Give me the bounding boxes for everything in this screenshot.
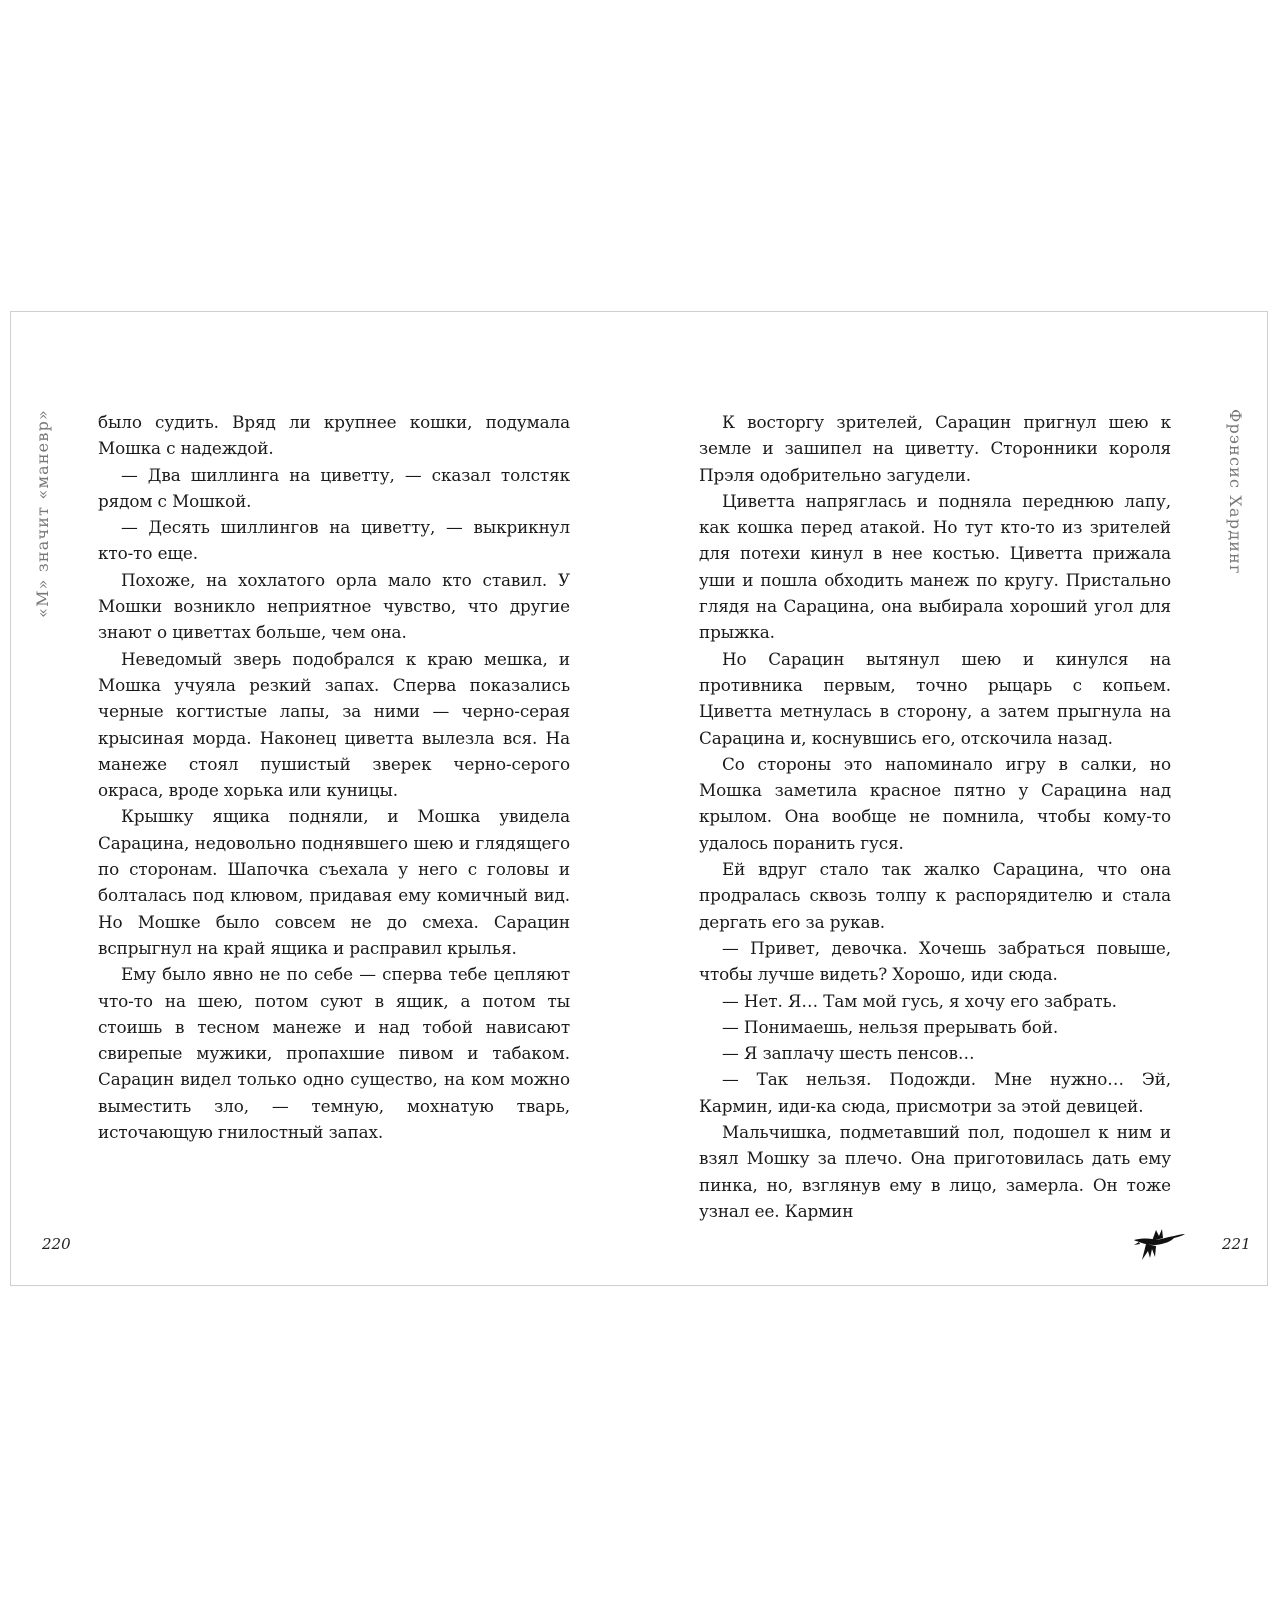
left-page [11,312,640,1285]
paragraph: Ему было явно не по себе — сперва тебе цепляют что-то на шею, потом суют в ящик, а потом ты стоишь в тесном манеже и над тобой нависают свирепые мужики, пропахшие пивом и табаком. Сарацин видел только одно существо, на ком можно выместить зло, — темную, мохнатую тварь, источающую гнилостный запах. [98,964,570,1143]
paragraph: Похоже, на хохлатого орла мало кто ставил. У Мошки возникло неприятное чувство, что другие знают о циветтах больше, чем она. [98,569,570,643]
paragraph: Крышку ящика подняли, и Мошка увидела Сарацина, недовольно поднявшего шею и глядящего по сторонам. Шапочка съехала у него с головы и болталась под клювом, придавая ему комичный вид. Но Мошке было совсем не до смеха. Сарацин вспрыгнул на край ящика и расправил крылья. [98,806,570,958]
page-number-right: 221 [1222,1235,1251,1253]
running-head-right: Фрэнсис Хардинг [1226,409,1245,575]
paragraph: Циветта напряглась и подняла переднюю лапу, как кошка перед атакой. Но тут кто-то из зрителей для потехи кинул в нее костью. Циветта прижала уши и пошла обходить манеж по кругу. Пристально глядя на Сарацина, она выбирала хороший угол для прыжка. [699,490,1171,643]
right-page-text [699,409,1171,1224]
running-head-left: «М» значит «маневр» [33,409,52,618]
paragraph: — Десять шиллингов на циветту, — выкрикнул кто-то еще. [98,517,570,564]
paragraph: было судить. Вряд ли крупнее кошки, подумала Мошка с надеждой. [98,412,570,459]
paragraph: Ей вдруг стало так жалко Сарацина, что она продралась сквозь толпу к распорядителю и стала дергать его за рукав. [699,859,1171,932]
paragraph: К восторгу зрителей, Сарацин пригнул шею к земле и зашипел на циветту. Сторонники короля Прэля одобрительно загудели. [699,412,1171,485]
paragraph: — Я заплачу шесть пенсов… [722,1043,975,1064]
paragraph: Но Сарацин вытянул шею и кинулся на противника первым, точно рыцарь с копьем. Циветта метнулась в сторону, а затем прыгнула на Сарацина и, коснувшись его, отскочила назад. [699,648,1171,748]
paragraph: — Нет. Я… Там мой гусь, я хочу его забрать. [722,990,1117,1011]
book-spread [10,311,1268,1286]
paragraph: — Два шиллинга на циветту, — сказал толстяк рядом с Мошкой. [98,464,570,511]
paragraph: — Понимаешь, нельзя прерывать бой. [722,1016,1059,1037]
right-page [640,312,1269,1285]
paragraph: — Так нельзя. Подожди. Мне нужно… Эй, Кармин, иди-ка сюда, присмотри за этой девицей. [699,1069,1171,1116]
paragraph: Со стороны это напоминало игру в салки, но Мошка заметила красное пятно у Сарацина над крылом. Она вообще не помнила, чтобы кому-то удалось поранить гуся. [699,753,1171,853]
left-page-text [98,409,570,1145]
goose-icon [1132,1227,1186,1261]
paragraph: — Привет, девочка. Хочешь забраться повыше, чтобы лучше видеть? Хорошо, иди сюда. [699,937,1171,985]
paragraph: Мальчишка, подметавший пол, подошел к ним и взял Мошку за плечо. Она приготовилась дать ему пинка, но, взглянув ему в лицо, замерла. Он тоже узнал ее. Кармин [699,1122,1171,1221]
page-number-left: 220 [42,1235,71,1253]
paragraph: Неведомый зверь подобрался к краю мешка, и Мошка учуяла резкий запах. Сперва показались черные когтистые лапы, за ними — черно-серая крысиная морда. Наконец циветта вылезла вся. На манеже стоял пушистый зверек черно-серого окраса, вроде хорька или куницы. [98,648,570,801]
